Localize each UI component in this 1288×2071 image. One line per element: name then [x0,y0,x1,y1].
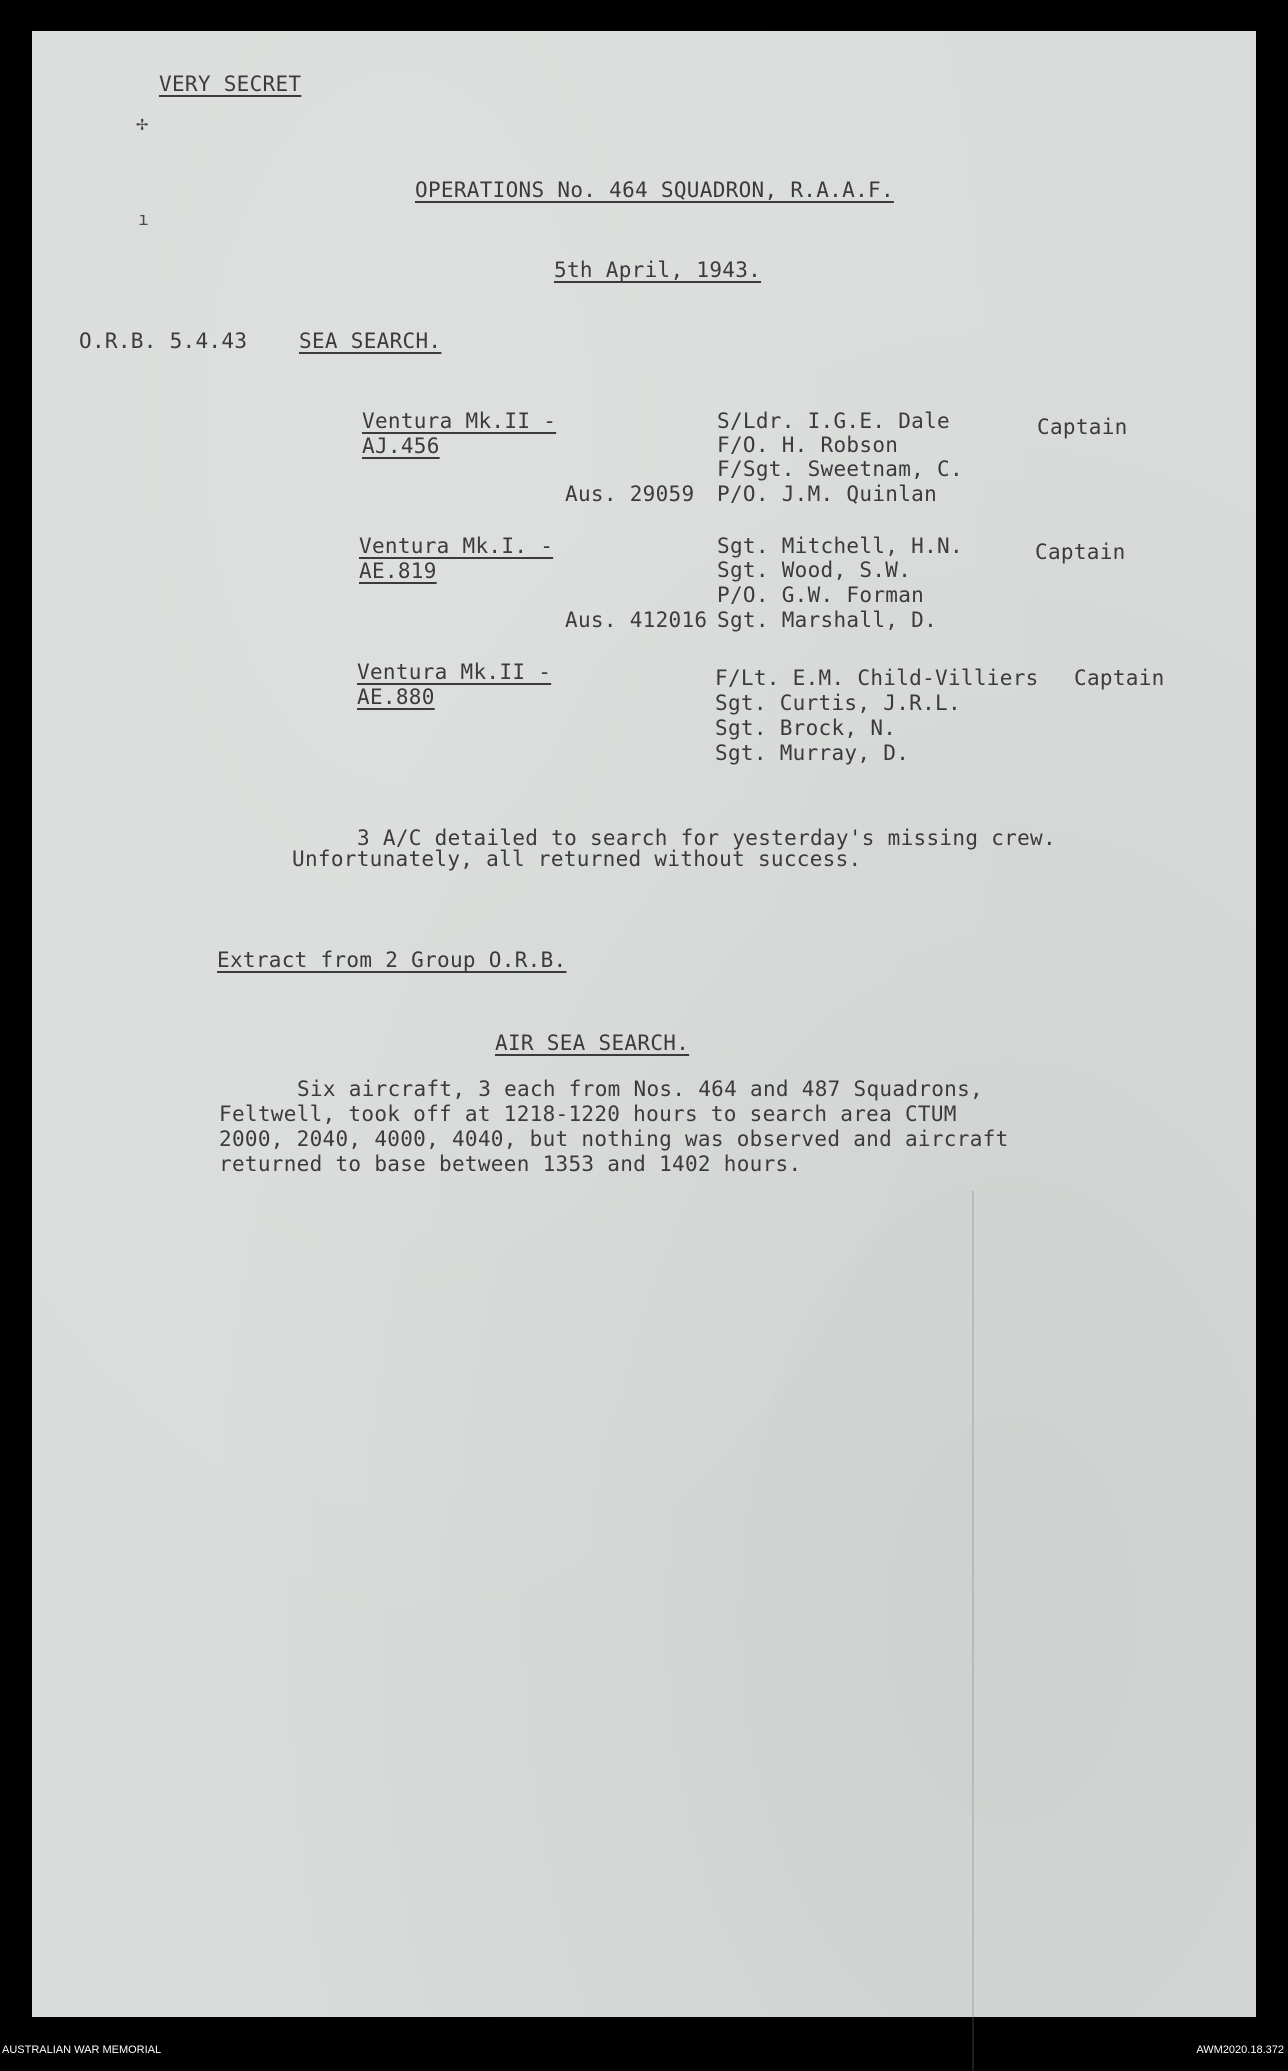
crew-role: Captain [1037,415,1128,439]
aircraft-type: Ventura Mk.I. - [359,534,554,558]
crew-member: Sgt. Mitchell, H.N. [717,534,963,558]
extract-line: Six aircraft, 3 each from Nos. 464 and 487 Squadrons, [297,1077,983,1101]
footer-reference: AWM2020.18.372 [1196,2044,1284,2056]
aus-number: Aus. 29059 [565,482,695,506]
crew-member: Sgt. Curtis, J.R.L. [715,691,961,715]
orb-reference: O.R.B. 5.4.43 [79,329,248,353]
ink-mark-icon: ı [138,209,149,230]
crew-member: Sgt. Brock, N. [715,716,897,740]
document-title: OPERATIONS No. 464 SQUADRON, R.A.A.F. [415,178,894,202]
pencil-mark-icon: ✢ [136,111,149,135]
crew-member: P/O. J.M. Quinlan [717,482,938,506]
crew-role: Captain [1074,666,1165,690]
section-heading: SEA SEARCH. [299,329,442,353]
crew-member: F/Lt. E.M. Child-Villiers [715,666,1039,690]
crew-member: Sgt. Murray, D. [715,741,910,765]
crew-member: F/Sgt. Sweetnam, C. [717,457,963,481]
aircraft-serial: AJ.456 [362,434,440,458]
aus-number: Aus. 412016 [565,608,708,632]
aircraft-type: Ventura Mk.II - [357,660,552,684]
aircraft-type: Ventura Mk.II - [362,409,557,433]
document-date: 5th April, 1943. [554,258,762,282]
crew-member: F/O. H. Robson [717,433,899,457]
extract-subheading: AIR SEA SEARCH. [495,1031,690,1055]
crew-role: Captain [1035,540,1126,564]
classification: VERY SECRET [159,72,302,96]
paper-crease [972,1191,974,2071]
extract-heading: Extract from 2 Group O.R.B. [217,948,567,972]
summary-line: Unfortunately, all returned without success. [292,847,862,871]
crew-member: P/O. G.W. Forman [717,583,925,607]
crew-member: S/Ldr. I.G.E. Dale [717,409,950,433]
extract-line: 2000, 2040, 4000, 4040, but nothing was observed and aircraft [219,1127,1009,1151]
crew-member: Sgt. Marshall, D. [717,608,938,632]
aircraft-serial: AE.819 [359,559,437,583]
extract-line: Feltwell, took off at 1218-1220 hours to search area CTUM [219,1102,957,1126]
aircraft-serial: AE.880 [357,685,435,709]
crew-member: Sgt. Wood, S.W. [717,558,912,582]
summary-line: 3 A/C detailed to search for yesterday's missing crew. [357,826,1056,850]
document-page [32,31,1256,2017]
extract-line: returned to base between 1353 and 1402 hours. [219,1152,802,1176]
footer-credit: AUSTRALIAN WAR MEMORIAL [2,2044,162,2056]
